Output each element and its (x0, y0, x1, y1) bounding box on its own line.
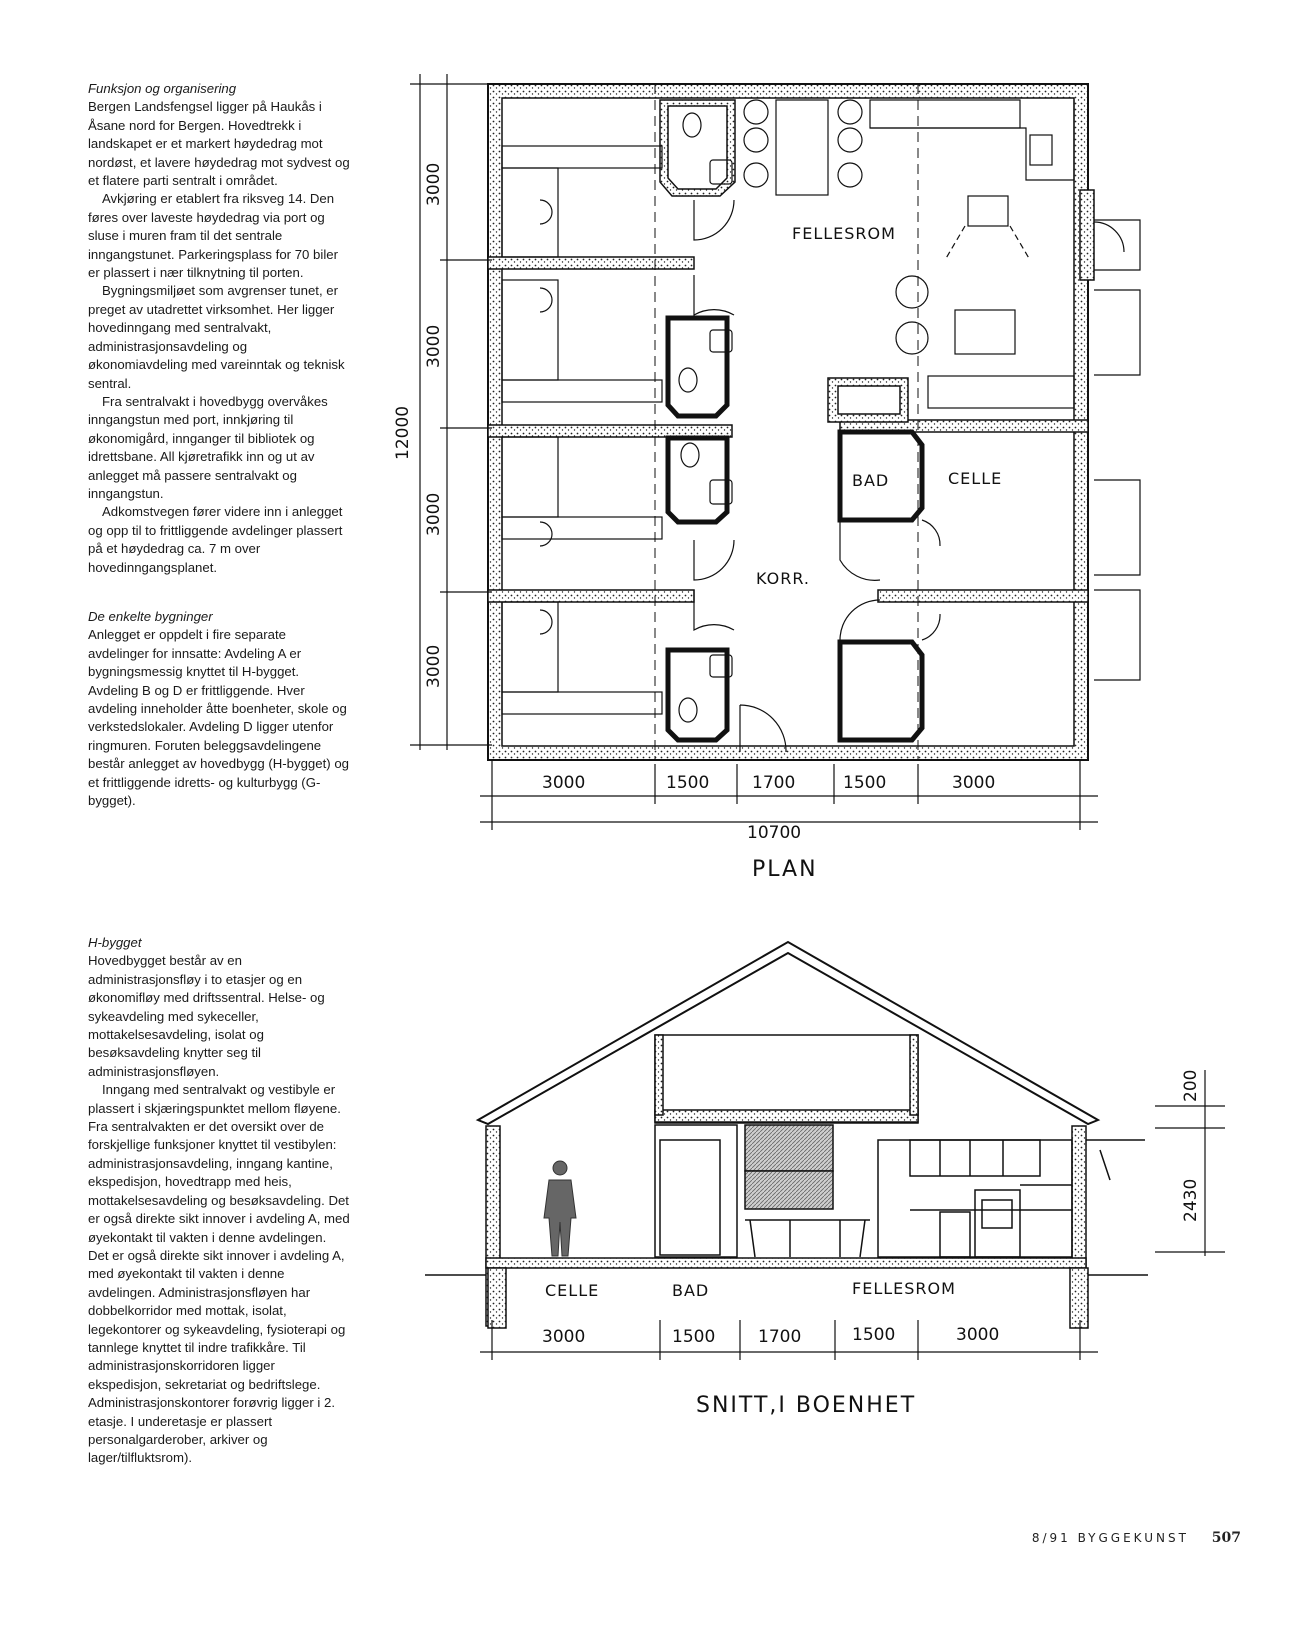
section-dim-h1: 3000 (542, 1327, 586, 1347)
magazine-name: BYGGEKUNST (1077, 1531, 1189, 1545)
section-heading: H-bygget (88, 935, 142, 950)
paragraph: Inngang med sentralvakt og vestibyle er plassert i skjæringspunktet mellom fløyene. Fra sentralvakten er det oversikt over de forskjellige funksjoner knyttet til vestibylen: administrasjonsavdeling, inngang kantine, ekspedisjon, hovedtrapp med heis, mottakelsesavdeling og besøksavdeling. Det er også direkte sikt innover i avdeling A, med øyekontakt til vakten i denne avdelingen. Det er også direkte sikt innover i avdeling A, med øyekontakt til vakten i denne avdelingen. Administrasjonsfløyen har dobbelkorridor med mottak, isolat, legekontorer og sykeavdeling, fysioterapi og tannlege knyttet til indre trafikkåre. Til administrasjonskorridoren ligger ekspedisjon, sekretariat og bedriftslege. Administrasjonskontorer forøvrig ligger i 2. etasje. I underetasje er plassert personalgarderober, arkiver og lager/tilfluktsrom). (88, 1082, 350, 1466)
plan-dim-v3: 3000 (424, 492, 444, 536)
plan-dim-h-total: 10700 (747, 823, 802, 843)
section-dim-h3: 1700 (758, 1327, 802, 1347)
paragraph: Anlegget er oppdelt i fire separate avdelinger for innsatte: Avdeling A er bygningsmessig knyttet til H-bygget. Avdeling B og D er frittliggende. Hver avdeling inneholder åtte boenheter, skole og verkstedslokaler. Avdeling D ligger utenfor ringmuren. Foruten beleggsavdelingene består anlegget av hovedbygg (H-bygget) og et frittliggende idretts- og kulturbygg (G-bygget). (88, 627, 349, 809)
page-footer (1032, 1530, 1241, 1546)
plan-dim-h3: 1700 (752, 773, 796, 793)
plan-label-korr: KORR. (756, 569, 810, 588)
paragraph: Adkomstvegen fører videre inn i anlegget og opp til to frittliggende avdelinger plassert på et høydedrag ca. 7 m over hovedinngangsplanet. (88, 504, 343, 575)
section-label-fellesrom: FELLESROM (852, 1279, 956, 1298)
paragraph: Bygningsmiljøet som avgrenser tunet, er preget av utadrettet virksomhet. Her ligger hovedinngang med sentralvakt, administrasjonsavdeling og økonomiavdeling med vareinntak og teknisk sentral. (88, 283, 345, 391)
section-dim-h5: 3000 (956, 1325, 1000, 1345)
plan-vertical-dimensions (410, 74, 492, 750)
issue-number: 8/91 (1031, 1531, 1071, 1545)
floor-plan (488, 84, 1140, 760)
section-heading: Funksjon og organisering (88, 81, 237, 96)
plan-dim-v1: 3000 (424, 162, 444, 206)
plan-label-bad: BAD (852, 471, 890, 490)
paragraph: Hovedbygget består av en administrasjonsfløy i to etasjer og en økonomifløy med driftssentral. Helse- og sykeavdeling med sykeceller, mottakelsesavdeling, isolat og besøksavdeling knytter seg til administrasjonsfløyen. (88, 953, 325, 1079)
plan-dim-v4: 3000 (424, 644, 444, 688)
page-number: 507 (1211, 1530, 1241, 1546)
plan-label-fellesrom: FELLESROM (792, 224, 896, 243)
section-drawing (425, 942, 1148, 1328)
paragraph: Avkjøring er etablert fra riksveg 14. Den føres over laveste høydedrag via port og sluse i muren fram til det sentrale inngangstunet. Parkeringsplass for 70 biler er plassert i nær tilknytning til porten. (88, 191, 338, 281)
plan-label-celle: CELLE (948, 469, 1003, 488)
paragraph: Fra sentralvakt i hovedbygg overvåkes inngangstun med port, innkjøring til økonomigård, innganger til bibliotek og idrettsbane. All kjøretrafikk inn og ut av anlegget må passere sentralvakt og inngangstun. (88, 393, 328, 501)
person-figure (544, 1161, 576, 1256)
paragraph: Bergen Landsfengsel ligger på Haukås i Åsane nord for Bergen. Hovedtrekk i landskapet er et markert høydedrag mot nordøst, et lavere høydedrag mot sydvest og et flatere parti sentralt i området. (88, 99, 350, 189)
plan-dim-h1: 3000 (542, 773, 586, 793)
plan-dim-v2: 3000 (424, 324, 444, 368)
section-dim-h2: 1500 (672, 1327, 716, 1347)
plan-title: PLAN (752, 857, 818, 882)
section-dim-v2: 2430 (1181, 1178, 1201, 1222)
plan-dim-h5: 3000 (952, 773, 996, 793)
section-dim-h4: 1500 (852, 1325, 896, 1345)
plan-dim-h4: 1500 (843, 773, 887, 793)
plan-dim-v-total: 12000 (393, 405, 413, 460)
plan-dim-h2: 1500 (666, 773, 710, 793)
section-heading: De enkelte bygninger (88, 609, 213, 624)
plan-horizontal-dimensions (480, 760, 1098, 830)
section-label-bad: BAD (672, 1281, 710, 1300)
section-dim-v1: 200 (1181, 1069, 1201, 1102)
section-title: SNITT,I BOENHET (696, 1393, 917, 1418)
section-label-celle: CELLE (545, 1281, 600, 1300)
